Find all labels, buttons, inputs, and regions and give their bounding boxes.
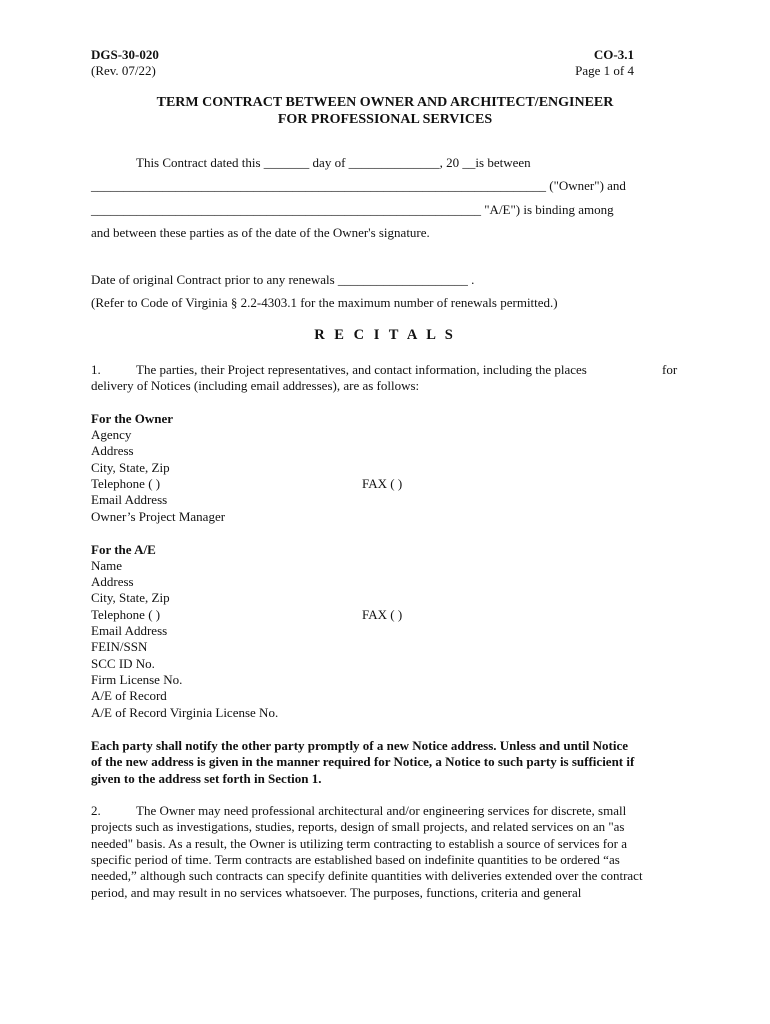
- owner-address-label: Address: [91, 443, 134, 458]
- section-2-line-4: specific period of time. Term contracts are established based on indefinite quantities to be ordered “as: [91, 852, 620, 867]
- section-1-line-1-end: for: [662, 362, 678, 377]
- ae-record-label: A/E of Record: [91, 688, 167, 703]
- recitals-heading: R E C I T A L S: [314, 327, 456, 343]
- page-number: Page 1 of 4: [575, 63, 634, 78]
- owner-agency-label: Agency: [91, 427, 132, 442]
- section-2-line-6: period, and may result in no services whatsoever. The purposes, functions, criteria and general: [91, 885, 582, 900]
- notice-line-3: given to the address set forth in Section 1.: [91, 771, 322, 786]
- owner-city-label: City, State, Zip: [91, 460, 170, 475]
- intro-line-4: and between these parties as of the date of the Owner's signature.: [91, 225, 430, 240]
- form-number: DGS-30-020: [91, 47, 159, 62]
- ae-license-label: Firm License No.: [91, 672, 183, 687]
- owner-fax-label: FAX ( ): [362, 476, 403, 491]
- ae-name-label: Name: [91, 558, 123, 573]
- section-2-line-1: The Owner may need professional architectural and/or engineering services for discrete, small: [136, 803, 627, 818]
- ae-city-label: City, State, Zip: [91, 590, 170, 605]
- intro-line-3: ____________________________________________________________ "A/E") is binding among: [91, 202, 614, 217]
- document-title: [0, 94, 770, 128]
- section-1-line-1: The parties, their Project representatives, and contact information, including the places: [136, 362, 587, 377]
- ae-fax-label: FAX ( ): [362, 607, 403, 622]
- intro-line-2: ______________________________________________________________________ ("Owner") and: [91, 178, 626, 193]
- notice-line-2: of the new address is given in the manner required for Notice, a Notice to such party is sufficient if: [91, 754, 635, 769]
- notice-line-1: Each party shall notify the other party promptly of a new Notice address. Unless and until Notice: [91, 738, 628, 753]
- renewal-line-1: Date of original Contract prior to any renewals ____________________ .: [91, 272, 475, 287]
- owner-telephone-label: Telephone ( ): [91, 476, 161, 491]
- ae-heading: For the A/E: [91, 542, 156, 557]
- renewal-line-2: (Refer to Code of Virginia § 2.2-4303.1 for the maximum number of renewals permitted.): [91, 295, 558, 310]
- section-2-line-2: projects such as investigations, studies, reports, design of small projects, and related services on an "as: [91, 819, 625, 834]
- owner-email-label: Email Address: [91, 492, 168, 507]
- form-code: CO-3.1: [593, 47, 634, 62]
- title-line-1: TERM CONTRACT BETWEEN OWNER AND ARCHITECT/ENGINEER: [156, 95, 614, 110]
- ae-address-label: Address: [91, 574, 134, 589]
- owner-heading: For the Owner: [91, 411, 174, 426]
- section-2-number: 2.: [91, 803, 101, 818]
- ae-telephone-label: Telephone ( ): [91, 607, 161, 622]
- section-1-number: 1.: [91, 362, 101, 377]
- ae-fein-label: FEIN/SSN: [91, 639, 148, 654]
- ae-record-license-label: A/E of Record Virginia License No.: [91, 705, 279, 720]
- owner-pm-label: Owner’s Project Manager: [91, 509, 226, 524]
- ae-scc-label: SCC ID No.: [91, 656, 155, 671]
- section-1-line-2: delivery of Notices (including email addresses), are as follows:: [91, 378, 420, 393]
- title-line-2: FOR PROFESSIONAL SERVICES: [277, 112, 493, 127]
- form-revision: (Rev. 07/22): [91, 63, 156, 78]
- intro-line-1: This Contract dated this _______ day of ______________, 20 __is between: [136, 155, 531, 170]
- section-2-line-3: needed" basis. As a result, the Owner is utilizing term contracting to establish a source of services for a: [91, 836, 627, 851]
- ae-email-label: Email Address: [91, 623, 168, 638]
- section-2-line-5: needed,” although such contracts can specify definite quantities with deliveries extended over the contract: [91, 868, 643, 883]
